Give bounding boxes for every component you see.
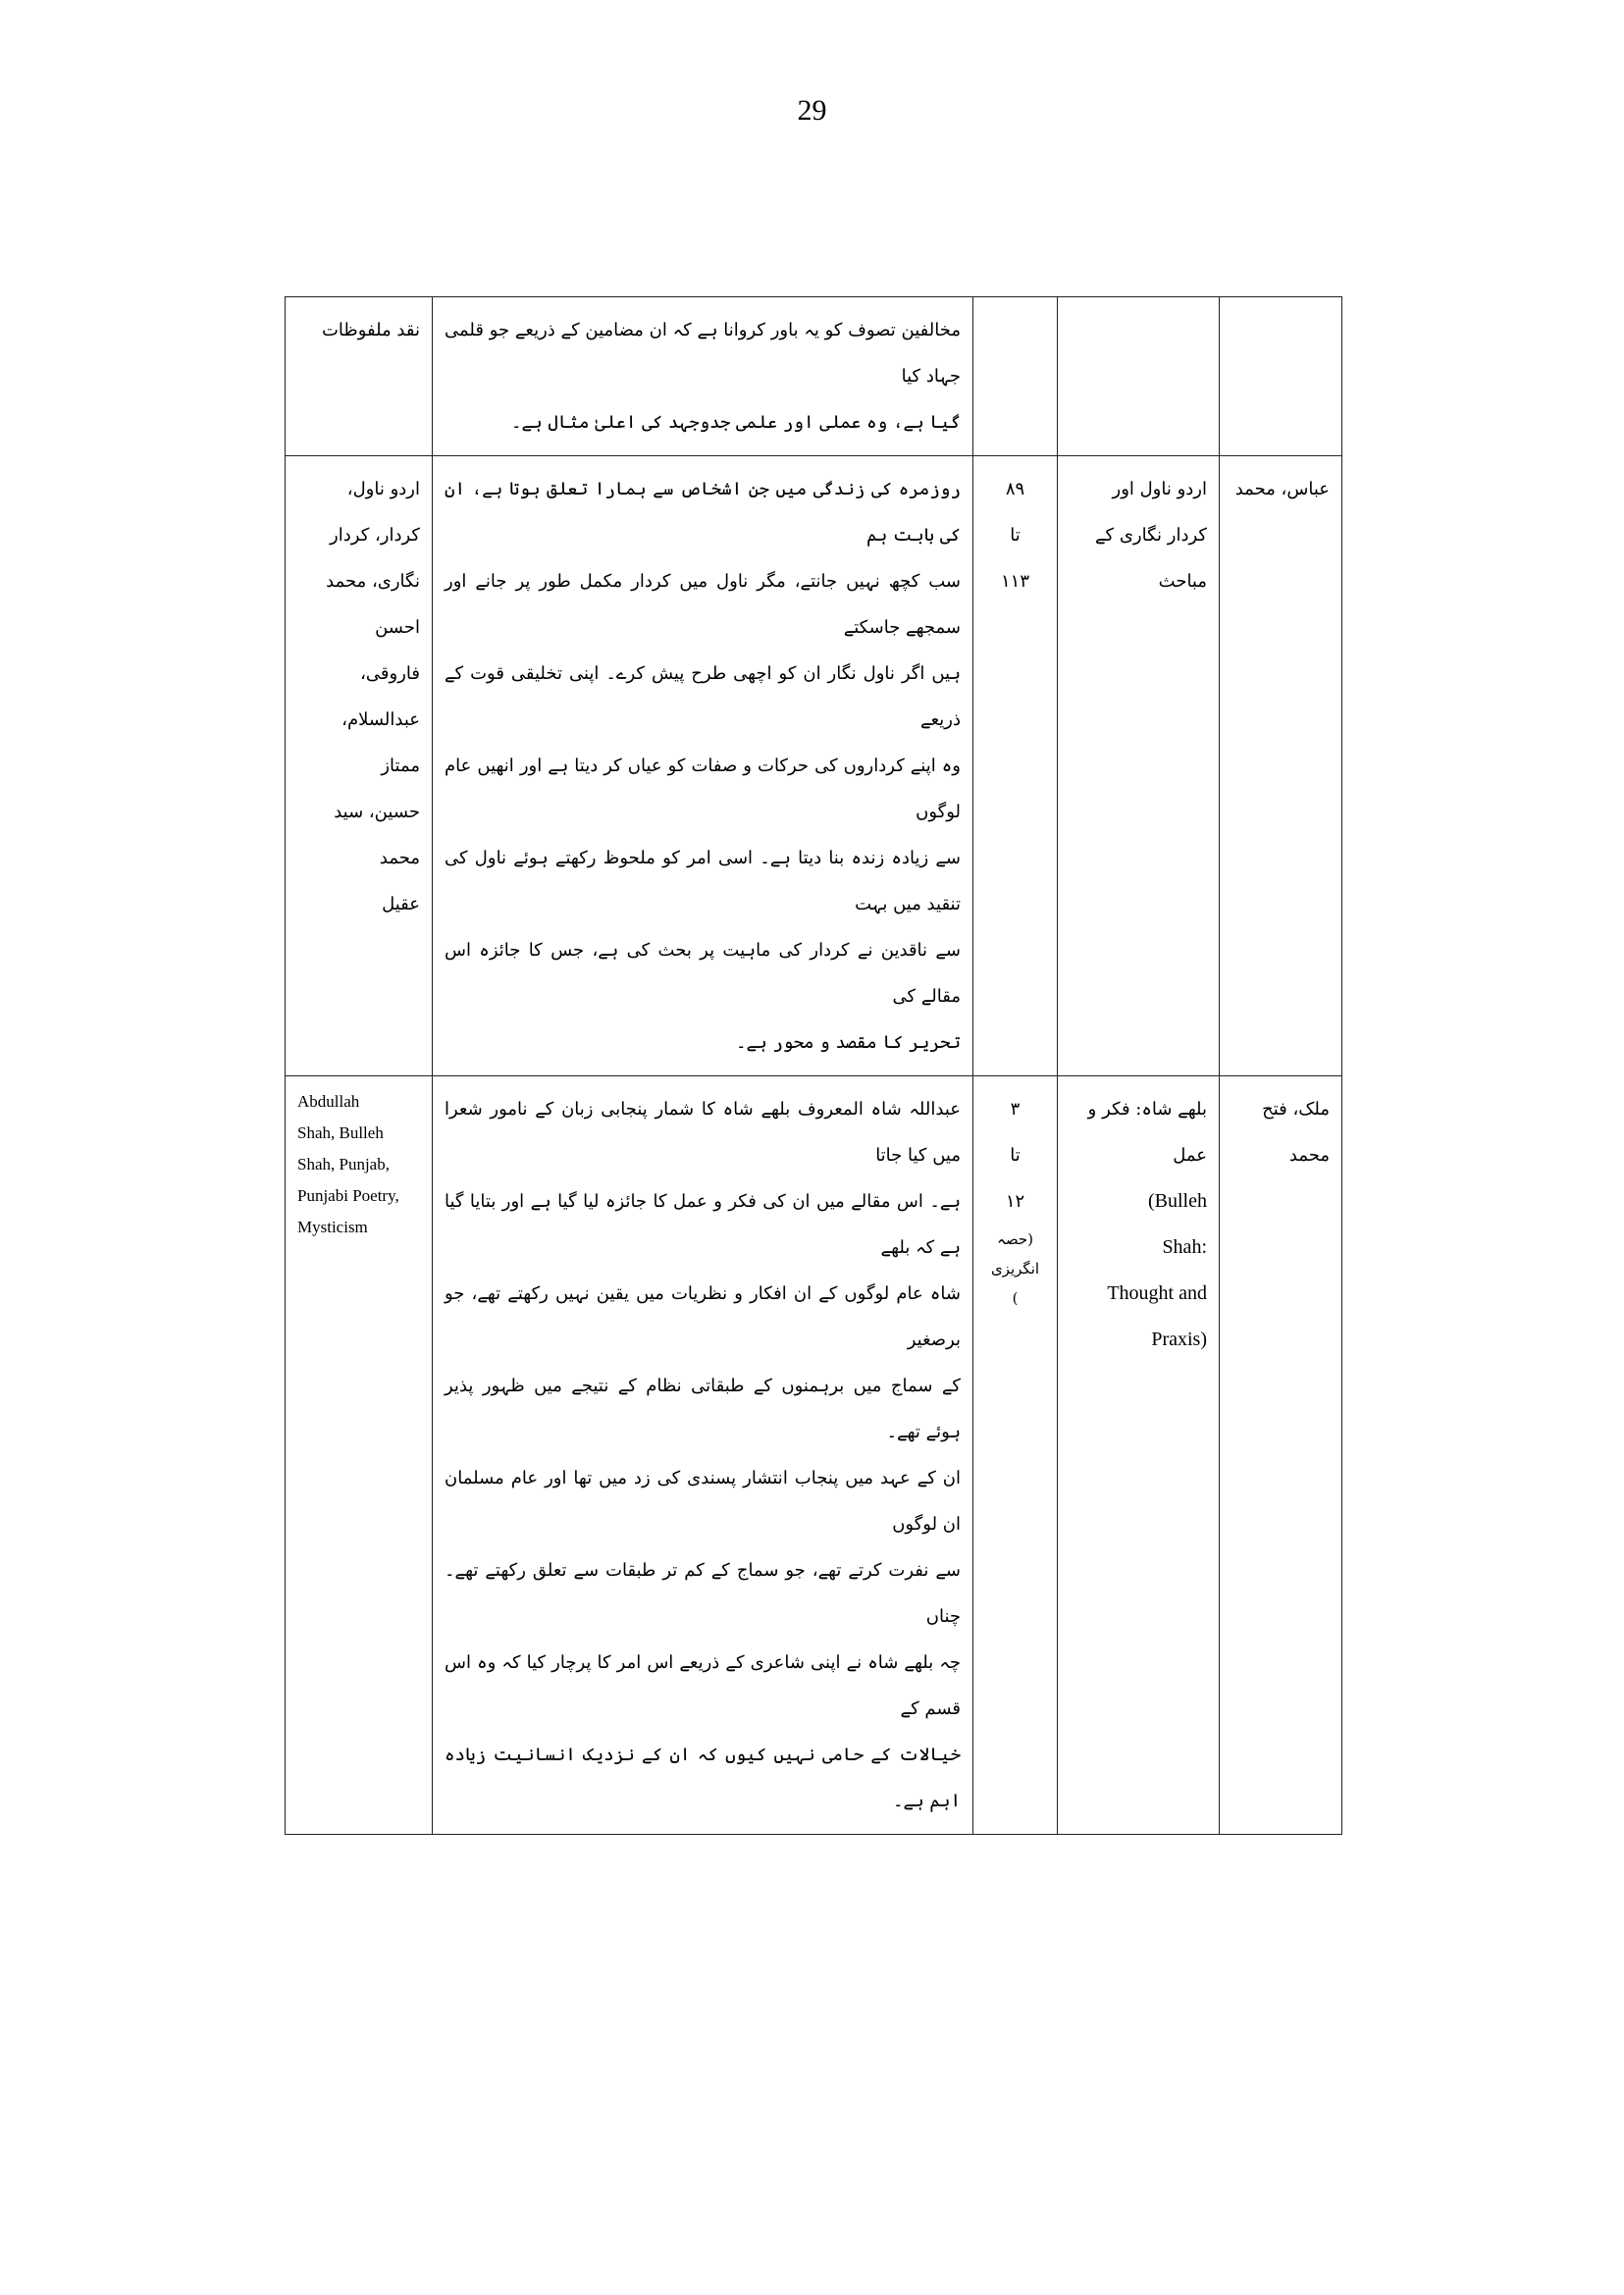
cell-text: ۳	[1010, 1099, 1021, 1120]
cell-text: سے زیادہ زندہ بنا دیتا ہے۔ اسی امر کو ملحوظ رکھتے ہوئے ناول کی تنقید میں بہت	[445, 848, 961, 914]
abstract-cell	[433, 456, 973, 1076]
cell-text: Shah:	[1162, 1236, 1207, 1258]
cell-text: نگاری، محمد احسن	[326, 571, 420, 638]
cell-text: عقیل	[382, 894, 420, 914]
cell-text: فاروقی،	[360, 663, 420, 684]
cell-text: مخالفین تصوف کو یہ باور کروانا ہے کہ ان مضامین کے ذریعے جو قلمی جہاد کیا	[445, 320, 961, 387]
cell-text: تحریر کا مقصد و محور ہے۔	[736, 1032, 961, 1053]
cell-text: ہیں اگر ناول نگار ان کو اچھی طرح پیش کرے۔ اپنی تخلیقی قوت کے ذریعے	[445, 663, 961, 730]
title-cell	[1058, 297, 1220, 456]
pages-cell	[973, 456, 1058, 1076]
cell-text: نقد ملفوظات	[321, 320, 420, 340]
cell-text: (حصہ	[997, 1230, 1033, 1248]
cell-text: سے نفرت کرتے تھے، جو سماج کے کم تر طبقات سے تعلق رکھتے تھے۔ چناں	[445, 1560, 961, 1627]
keywords-cell	[286, 456, 433, 1076]
cell-text: عبدالسلام، ممتاز	[341, 709, 420, 776]
cell-text: Abdullah	[297, 1092, 360, 1111]
cell-text: اردو ناول،	[346, 479, 420, 499]
cell-text: ملک، فتح محمد	[1262, 1099, 1330, 1166]
cell-text: سب کچھ نہیں جانتے، مگر ناول میں کردار مکمل طور پر جانے اور سمجھے جاسکتے	[445, 571, 961, 638]
keywords-cell	[286, 1076, 433, 1835]
cell-text: بلھے شاہ: فکر و عمل	[1087, 1099, 1207, 1166]
title-cell	[1058, 456, 1220, 1076]
title-cell	[1058, 1076, 1220, 1835]
cell-text: سے ناقدین نے کردار کی ماہیت پر بحث کی ہے، جس کا جائزہ اس مقالے کی	[445, 940, 961, 1007]
cell-text: Thought and	[1107, 1282, 1207, 1304]
cell-text: Shah, Bulleh	[297, 1123, 384, 1142]
author-cell	[1220, 456, 1342, 1076]
cell-text: ۸۹	[1005, 479, 1025, 499]
keywords-cell	[286, 297, 433, 456]
cell-text: ان کے عہد میں پنجاب انتشار پسندی کی زد میں تھا اور عام مسلمان ان لوگوں	[445, 1468, 961, 1535]
cell-text: تا	[1010, 1145, 1021, 1166]
cell-text: شاہ عام لوگوں کے ان افکار و نظریات میں یقین نہیں رکھتے تھے، جو برصغیر	[445, 1283, 961, 1350]
abstract-cell	[433, 1076, 973, 1835]
table-row	[286, 456, 1342, 1076]
cell-text: ۱۱۳	[1000, 571, 1029, 592]
table-row	[286, 1076, 1342, 1835]
cell-text: (Bulleh	[1148, 1190, 1207, 1212]
cell-text: Punjabi Poetry,	[297, 1186, 399, 1205]
author-cell	[1220, 297, 1342, 456]
cell-text: وہ اپنے کرداروں کی حرکات و صفات کو عیاں کر دیتا ہے اور انھیں عام لوگوں	[445, 756, 961, 822]
cell-text: Mysticism	[297, 1218, 368, 1236]
cell-text: چہ بلھے شاہ نے اپنی شاعری کے ذریعے اس امر کا پرچار کیا کہ وہ اس قسم کے	[445, 1652, 961, 1719]
cell-text: کے سماج میں برہمنوں کے طبقاتی نظام کے نتیجے میں ظہور پذیر ہوئے تھے۔	[445, 1376, 961, 1442]
author-cell	[1220, 1076, 1342, 1835]
abstract-cell	[433, 297, 973, 456]
cell-text: خیالات کے حامی نہیں کیوں کہ ان کے نزدیک انسانیت زیادہ اہم ہے۔	[445, 1745, 961, 1811]
cell-text: اردو ناول اور کردار نگاری کے مباحث	[1095, 479, 1207, 592]
cell-text: عبداللہ شاہ المعروف بلھے شاہ کا شمار پنجابی زبان کے نامور شعرا میں کیا جاتا	[445, 1099, 961, 1166]
article-index-table	[285, 296, 1342, 1835]
page-number: 29	[797, 94, 827, 127]
cell-text: Shah, Punjab,	[297, 1155, 390, 1174]
cell-text: کردار، کردار	[330, 525, 420, 546]
cell-text: تا	[1010, 525, 1021, 546]
cell-text: انگریزی	[990, 1260, 1040, 1278]
cell-text: ۱۲	[1005, 1191, 1025, 1212]
cell-text: حسین، سید محمد	[334, 802, 420, 868]
cell-text: )	[1012, 1289, 1019, 1307]
table-row	[286, 297, 1342, 456]
pages-cell	[973, 297, 1058, 456]
cell-text: Praxis)	[1151, 1329, 1207, 1350]
cell-text: گیا ہے، وہ عملی اور علمی جدوجہد کی اعلیٰ مثال ہے۔	[511, 412, 961, 433]
cell-text: روزمرہ کی زندگی میں جن اشخاص سے ہمارا تعلق ہوتا ہے، ان کی بابت ہم	[445, 479, 961, 546]
cell-text: ہے۔ اس مقالے میں ان کی فکر و عمل کا جائزہ لیا گیا ہے اور بتایا گیا ہے کہ بلھے	[445, 1191, 961, 1258]
cell-text: عباس، محمد	[1234, 479, 1330, 499]
pages-cell	[973, 1076, 1058, 1835]
